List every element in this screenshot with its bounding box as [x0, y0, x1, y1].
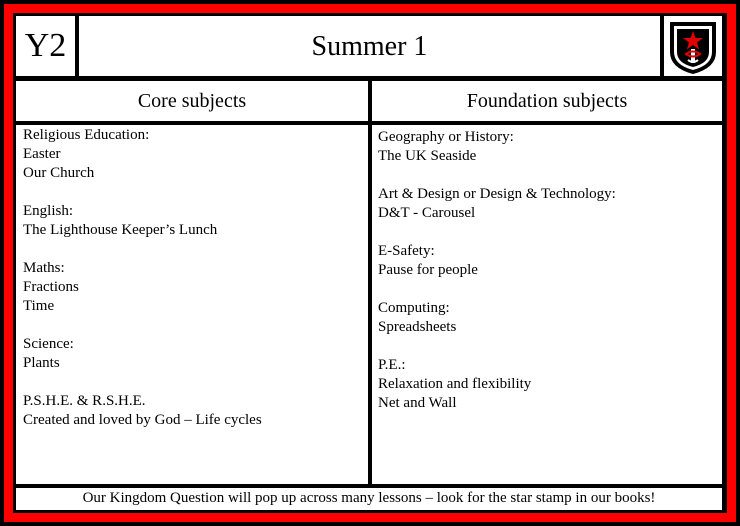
- subject-label: Computing:: [378, 300, 450, 316]
- core-subjects-heading: Core subjects: [16, 81, 368, 121]
- subject-item: Spreadsheets: [378, 319, 457, 335]
- subject-item: The UK Seaside: [378, 148, 477, 164]
- subject-item: Relaxation and flexibility: [378, 376, 532, 392]
- subject-item: Created and loved by God – Life cycles: [23, 412, 262, 428]
- kingdom-question-footer: Our Kingdom Question will pop up across many lessons – look for the star stamp in our books!: [16, 488, 722, 510]
- subject-item: Fractions: [23, 279, 79, 295]
- subject-label: English:: [23, 203, 74, 219]
- foundation-subjects-list: [372, 125, 722, 484]
- subject-item: D&T - Carousel: [378, 205, 476, 221]
- logo-cell: [664, 16, 722, 76]
- subject-item: Pause for people: [378, 262, 478, 278]
- subject-item: The Lighthouse Keeper’s Lunch: [23, 222, 218, 238]
- page-title: Summer 1: [79, 16, 660, 76]
- subject-label: P.S.H.E. & R.S.H.E.: [23, 393, 146, 409]
- subject-label: E-Safety:: [378, 243, 435, 259]
- foundation-subjects-heading: Foundation subjects: [372, 81, 722, 121]
- year-label: Y2: [16, 16, 75, 76]
- subject-label: Religious Education:: [23, 127, 150, 143]
- school-crest-icon: [664, 16, 722, 76]
- subject-label: Science:: [23, 336, 74, 352]
- core-subjects-list: [16, 125, 368, 484]
- subject-item: Net and Wall: [378, 395, 457, 411]
- subject-item: Easter: [23, 146, 61, 162]
- subject-label: Maths:: [23, 260, 65, 276]
- subject-label: P.E.:: [378, 357, 406, 373]
- subject-label: Geography or History:: [378, 129, 514, 145]
- subject-label: Art & Design or Design & Technology:: [378, 186, 616, 202]
- subject-item: Time: [23, 298, 55, 314]
- subject-item: Plants: [23, 355, 60, 371]
- subject-item: Our Church: [23, 165, 95, 181]
